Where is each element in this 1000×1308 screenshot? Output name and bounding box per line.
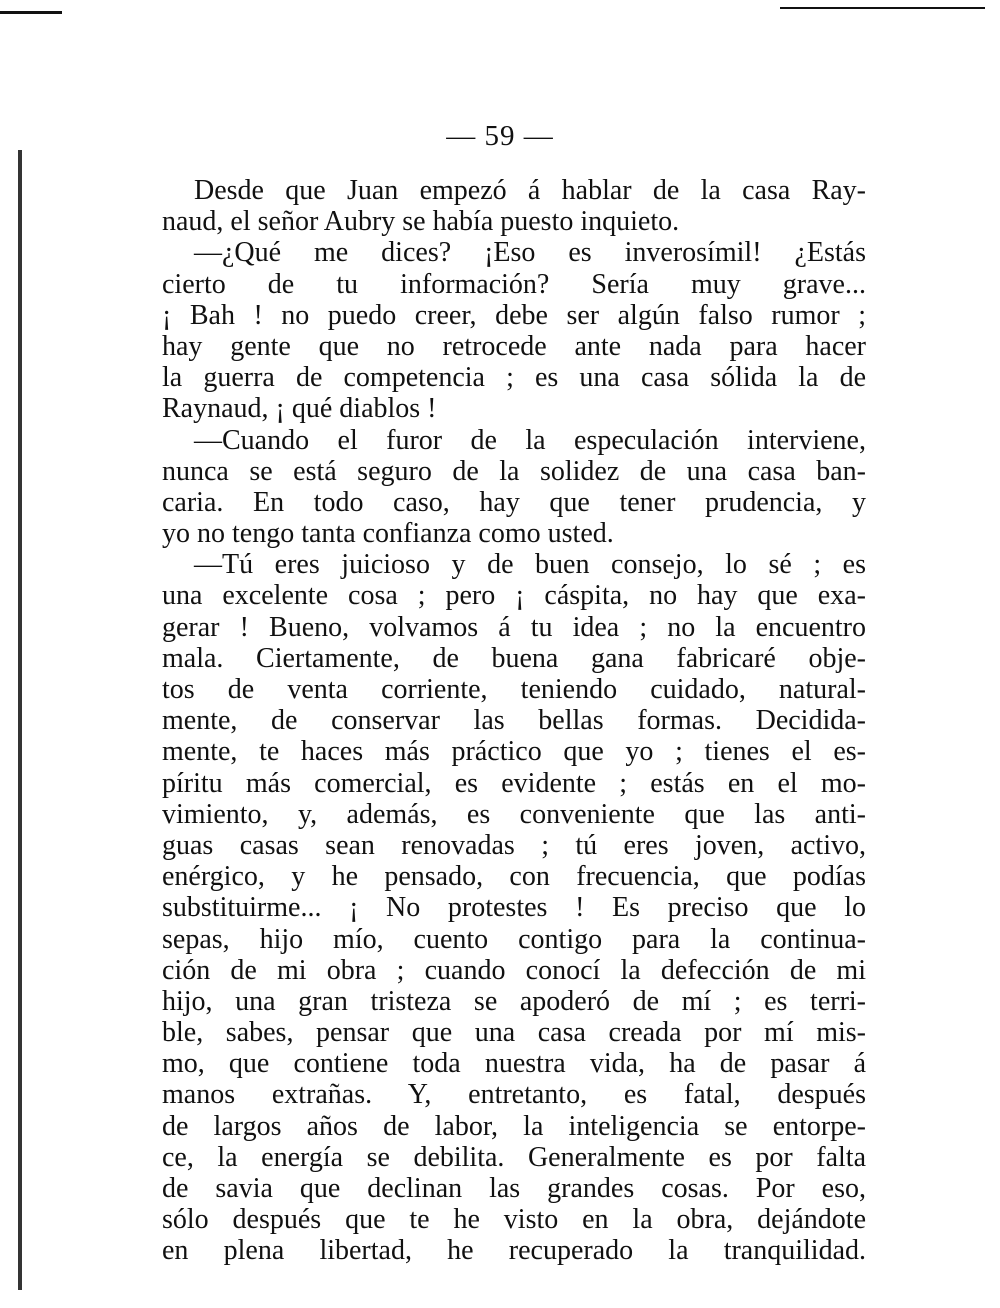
text-line: manos extrañas. Y, entretanto, es fatal, después xyxy=(162,1079,866,1111)
text-line: nunca se está seguro de la solidez de una casa ban- xyxy=(162,455,866,487)
text-line: tos de venta corriente, teniendo cuidado, natural- xyxy=(162,674,866,705)
text-line: ción de mi obra ; cuando conocí la defección de mi xyxy=(162,954,866,986)
text-line: enérgico, y he pensado, con frecuencia, que podías xyxy=(162,861,866,893)
page-number: — 59 — xyxy=(446,120,554,152)
scan-edge-mark-top-left xyxy=(0,11,62,14)
text-line: naud, el señor Aubry se había puesto inquieto. xyxy=(162,206,680,238)
text-line: mente, de conservar las bellas formas. Decidida- xyxy=(162,705,866,737)
text-line: mo, que contiene toda nuestra vida, ha de pasar á xyxy=(162,1048,866,1080)
text-line: yo no tengo tanta confianza como usted. xyxy=(162,518,614,550)
text-line: —Cuando el furor de la especulación interviene, xyxy=(194,424,866,456)
text-line: mente, te haces más práctico que yo ; tienes el es- xyxy=(162,736,866,768)
text-line: Raynaud, ¡ qué diablos ! xyxy=(162,393,437,425)
text-line: hijo, una gran tristeza se apoderó de mí ; es terri- xyxy=(162,985,866,1017)
text-line: Desde que Juan empezó á hablar de la casa Ray- xyxy=(194,175,866,206)
text-line: ¡ Bah ! no puedo creer, debe ser algún falso rumor ; xyxy=(162,299,866,331)
text-line: cierto de tu información? Sería muy grave... xyxy=(162,268,866,300)
text-line: —Tú eres juicioso y de buen consejo, lo sé ; es xyxy=(194,549,866,581)
body-text xyxy=(162,175,866,1267)
text-line: caria. En todo caso, hay que tener prudencia, y xyxy=(162,486,866,518)
text-line: sepas, hijo mío, cuento contigo para la continua- xyxy=(162,923,866,955)
text-line: de largos años de labor, la inteligencia se entorpe- xyxy=(162,1110,866,1142)
scan-binding-edge xyxy=(18,150,22,1290)
text-line: ce, la energía se debilita. Generalmente es por falta xyxy=(162,1141,866,1173)
text-line: mala. Ciertamente, de buena gana fabricaré obje- xyxy=(162,642,866,674)
text-line: —¿Qué me dices? ¡Eso es inverosímil! ¿Estás xyxy=(194,237,866,269)
text-line: de savia que declinan las grandes cosas. Por eso, xyxy=(162,1173,866,1204)
text-line: vimiento, y, además, es conveniente que las anti- xyxy=(162,798,866,830)
text-line: gerar ! Bueno, volvamos á tu idea ; no la encuentro xyxy=(162,611,866,643)
text-line: substituirme... ¡ No protestes ! Es preciso que lo xyxy=(162,892,866,924)
text-line: sólo después que te he visto en la obra, dejándote xyxy=(162,1204,866,1236)
text-line: una excelente cosa ; pero ¡ cáspita, no hay que exa- xyxy=(162,580,866,612)
text-line: guas casas sean renovadas ; tú eres joven, activo, xyxy=(162,829,866,861)
text-line: píritu más comercial, es evidente ; estás en el mo- xyxy=(162,767,866,799)
text-line: en plena libertad, he recuperado la tranquilidad. xyxy=(162,1235,866,1267)
text-line: hay gente que no retrocede ante nada para hacer xyxy=(162,330,866,362)
text-line: la guerra de competencia ; es una casa sólida la de xyxy=(162,362,866,394)
text-line: ble, sabes, pensar que una casa creada por mí mis- xyxy=(162,1017,866,1049)
scan-edge-mark-top-right xyxy=(780,7,985,9)
